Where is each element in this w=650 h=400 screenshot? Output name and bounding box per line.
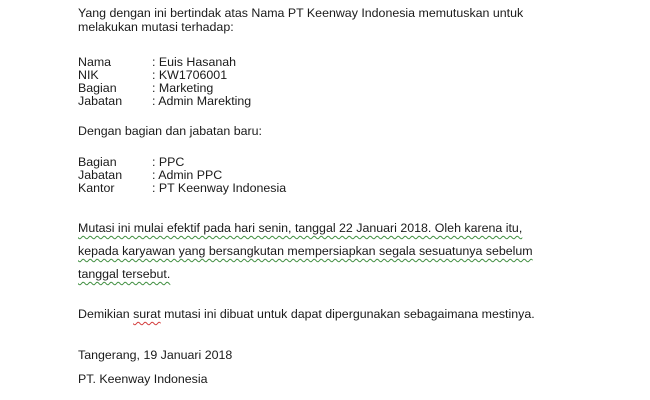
field-label: Kantor — [78, 181, 115, 195]
signoff-company: PT. Keenway Indonesia — [78, 372, 208, 386]
field-value: : PT Keenway Indonesia — [152, 181, 287, 195]
closing-text-end: mutasi ini dibuat untuk dapat dipergunakan sebagaimana mestinya. — [160, 307, 535, 321]
field-value: : PPC — [152, 155, 185, 169]
signoff-place-date: Tangerang, 19 Januari 2018 — [78, 348, 233, 362]
field-value: : Admin Marekting — [152, 94, 252, 108]
field-label: Nama — [78, 55, 112, 69]
effective-line-2: kepada karyawan yang bersangkutan mempersiapkan segala sesuatunya sebelum — [78, 244, 533, 258]
closing-paragraph — [78, 307, 535, 321]
effective-line-1: Mutasi ini mulai efektif pada hari senin, tanggal 22 Januari 2018. Oleh karena itu, — [78, 221, 523, 235]
field-value: : Marketing — [152, 81, 214, 95]
field-label: Jabatan — [78, 94, 123, 108]
effective-line-3: tanggal tersebut. — [78, 267, 171, 281]
field-label: Bagian — [78, 155, 117, 169]
field-label: Jabatan — [78, 168, 123, 182]
intro-line-2: melakukan mutasi terhadap: — [78, 20, 234, 34]
field-value: : Euis Hasanah — [152, 55, 237, 69]
intro-line-1: Yang dengan ini bertindak atas Nama PT Keenway Indonesia memutuskan untuk — [78, 6, 524, 20]
field-label: Bagian — [78, 81, 117, 95]
new-position-heading: Dengan bagian dan jabatan baru: — [78, 124, 262, 138]
field-value: : KW1706001 — [152, 68, 228, 82]
spellcheck-flagged-word: surat — [133, 307, 161, 321]
field-label: NIK — [78, 68, 99, 82]
field-value: : Admin PPC — [152, 168, 223, 182]
closing-text-start: Demikian — [78, 307, 134, 321]
